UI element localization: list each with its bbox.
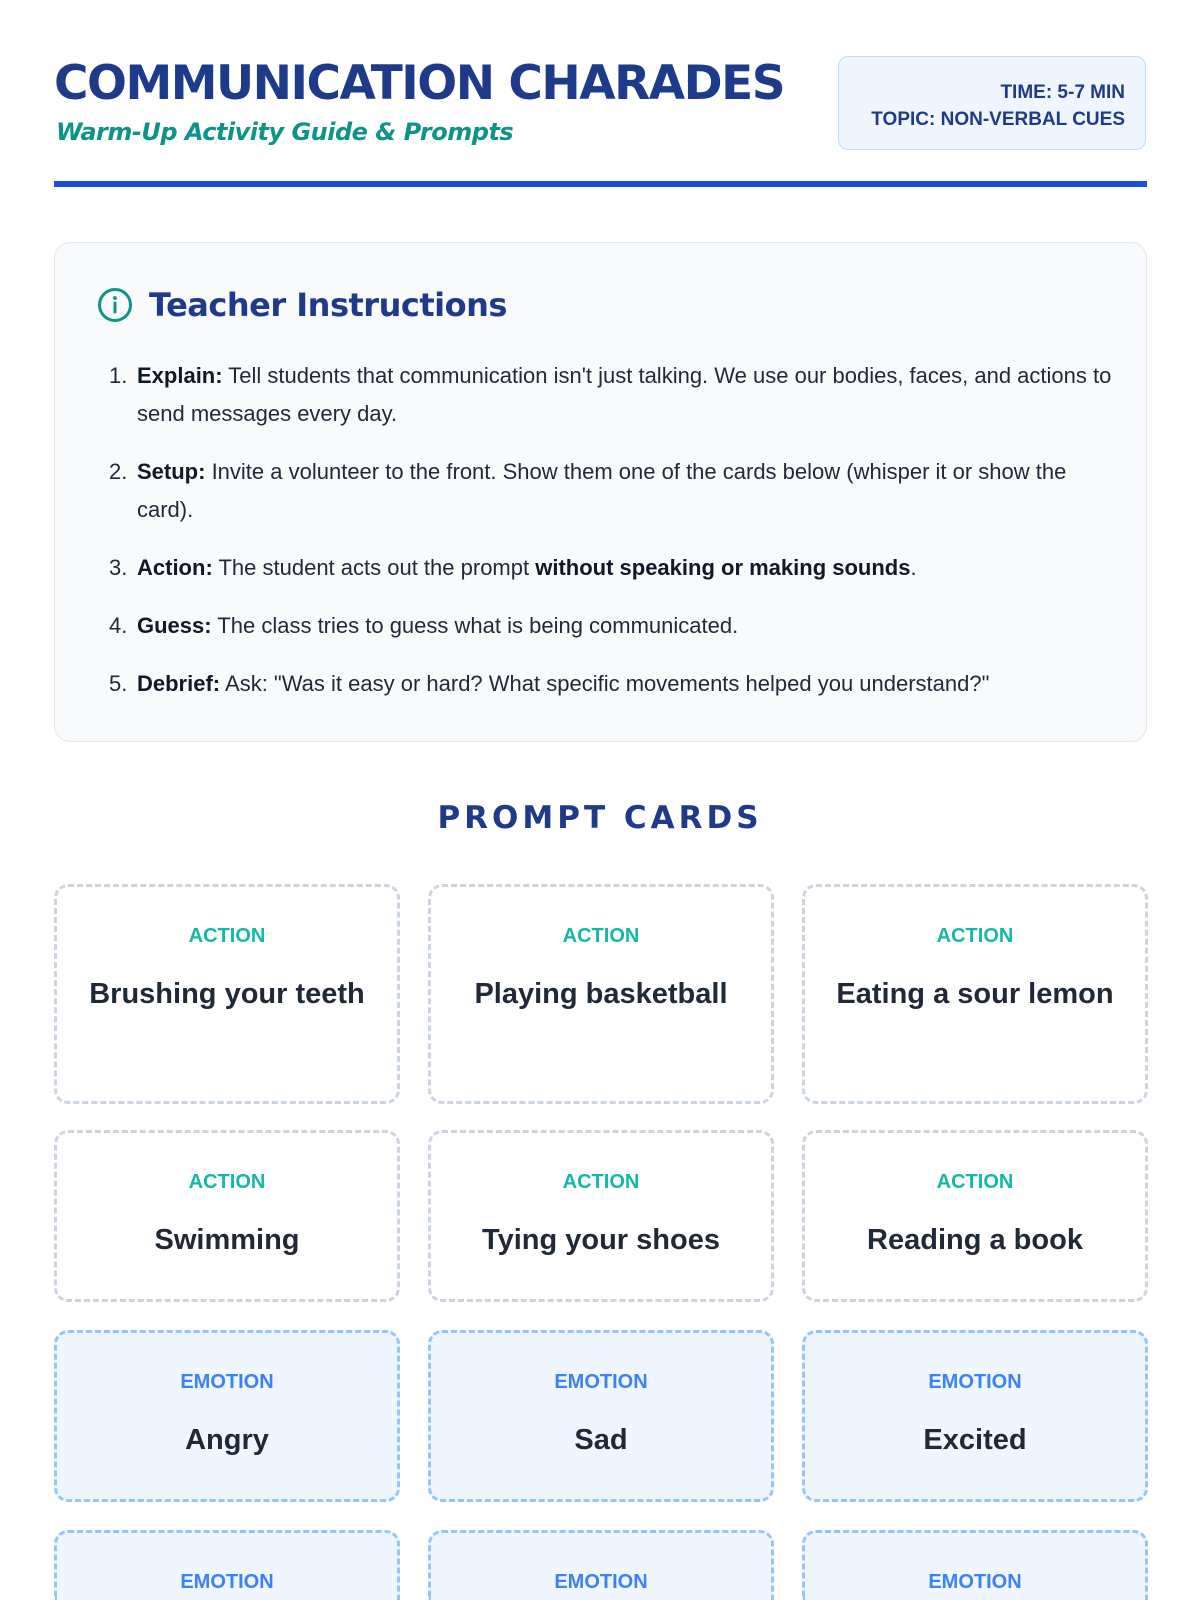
prompt-card[interactable] [428,884,774,1104]
prompt-card[interactable] [802,1530,1148,1600]
card-category: EMOTION [928,1571,1022,1593]
step-text: The class tries to guess what is being communicated. [211,613,739,638]
card-prompt: Sad [574,1424,628,1456]
card-category: ACTION [562,1171,640,1193]
step-text: Tell students that communication isn't just talking. We use our bodies, faces, and actions to send messages every day. [137,363,1112,426]
step-label: Setup: [137,459,206,484]
step-number: 3. [109,555,128,580]
prompt-card[interactable] [428,1530,774,1600]
card-category: ACTION [936,1171,1014,1193]
card-category: ACTION [562,925,640,947]
card-category: EMOTION [554,1371,648,1393]
prompt-card[interactable] [54,1130,400,1302]
prompt-card[interactable] [428,1330,774,1502]
card-category: EMOTION [554,1571,648,1593]
card-prompt: Tying your shoes [482,1224,720,1256]
page-title: COMMUNICATION CHARADES [54,56,785,111]
card-prompt: Brushing your teeth [89,978,365,1010]
info-icon [97,287,133,323]
step-text: Invite a volunteer to the front. Show them one of the cards below (whisper it or show the card). [137,459,1067,522]
prompt-card[interactable] [428,1130,774,1302]
step-text: The student acts out the prompt [212,555,536,580]
card-prompt: Swimming [154,1224,300,1256]
card-prompt: Reading a book [867,1224,1083,1256]
card-prompt: Angry [185,1424,269,1456]
prompt-card[interactable] [54,1330,400,1502]
card-category: EMOTION [180,1371,274,1393]
card-category: EMOTION [180,1571,274,1593]
prompt-card[interactable] [802,1330,1148,1502]
card-category: EMOTION [928,1371,1022,1393]
prompt-card[interactable] [802,1130,1148,1302]
step-number: 4. [109,613,128,638]
page-subtitle: Warm-Up Activity Guide & Prompts [56,118,514,146]
step-number: 2. [109,459,128,484]
instruction-step [109,607,1119,645]
card-category: ACTION [936,925,1014,947]
topic-label: TOPIC: NON-VERBAL CUES [871,109,1125,130]
instructions-header [97,285,507,325]
card-prompt: Eating a sour lemon [836,978,1114,1010]
step-label: Guess: [137,613,212,638]
instruction-step [109,665,1119,703]
instruction-step [109,549,1119,587]
card-category: ACTION [188,925,266,947]
card-prompt: Excited [923,1424,1027,1456]
teacher-instructions-panel [54,242,1147,742]
step-text-tail: . [910,555,917,580]
card-prompt: Playing basketball [474,978,728,1010]
step-label: Action: [137,555,213,580]
instructions-title: Teacher Instructions [149,286,507,324]
prompt-card[interactable] [54,1530,400,1600]
time-label: TIME: 5-7 MIN [1000,82,1125,103]
prompt-card[interactable] [54,884,400,1104]
step-number: 1. [109,363,128,388]
header-divider [54,181,1147,187]
instruction-steps [109,357,1119,723]
prompt-cards-title: PROMPT CARDS [437,800,763,836]
step-text: Ask: "Was it easy or hard? What specific movements helped you understand?" [220,671,990,696]
activity-meta-box [838,56,1146,150]
card-category: ACTION [188,1171,266,1193]
prompt-card[interactable] [802,884,1148,1104]
step-label: Explain: [137,363,223,388]
instruction-step [109,453,1119,529]
step-label: Debrief: [137,671,221,696]
step-emphasis: without speaking or making sounds [535,555,911,580]
step-number: 5. [109,671,128,696]
instruction-step [109,357,1119,433]
